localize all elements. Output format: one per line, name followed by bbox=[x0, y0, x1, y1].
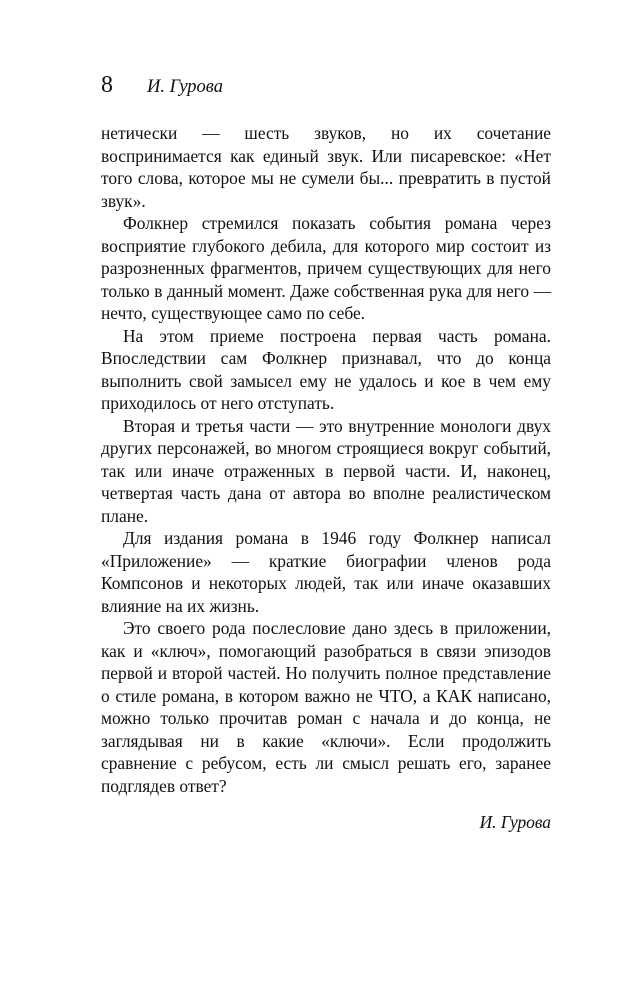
text-body bbox=[101, 122, 551, 834]
paragraph: Вторая и третья части — это внутренние монологи двух других персонажей, во многом строящиеся вокруг событий, так или иначе отраженных в первой части. И, наконец, четвертая часть дана от автора во вполне реалистическом плане. bbox=[101, 415, 551, 526]
page-number: 8 bbox=[101, 72, 113, 98]
author-signature: И. Гурова bbox=[479, 812, 551, 832]
running-head bbox=[101, 70, 551, 100]
running-title: И. Гурова bbox=[147, 77, 223, 97]
paragraph: Это своего рода послесловие дано здесь в приложении, как и «ключ», помогающий разобраться в связи эпизодов первой и второй частей. Но получить полное представление о стиле романа, в котором важно не ЧТО, а КАК написано, можно только прочитав роман с начала и до конца, не заглядывая ни в какие «ключи». Если продолжить сравнение с ребусом, есть ли смысл решать его, заранее подглядев ответ? bbox=[101, 618, 551, 796]
paragraph-continued: нетически — шесть звуков, но их сочетание воспринимается как единый звук. Или писаревское: «Нет того слова, которое мы не сумели бы... превратить в пустой звук». bbox=[101, 123, 551, 211]
paragraph: Для издания романа в 1946 году Фолкнер написал «Приложение» — краткие биографии членов рода Компсонов и некоторых людей, так или иначе оказавших влияние на их жизнь. bbox=[101, 528, 551, 616]
paragraph: На этом приеме построена первая часть романа. Впоследствии сам Фолкнер признавал, что до конца выполнить свой замысел ему не удалось и кое в чем ему приходилось от него отступать. bbox=[101, 325, 551, 413]
paragraph: Фолкнер стремился показать события романа через восприятие глубокого дебила, для которого мир состоит из разрозненных фрагментов, причем существующих для него только в данный момент. Даже собственная рука для него — нечто, существующее само по себе. bbox=[101, 213, 551, 323]
